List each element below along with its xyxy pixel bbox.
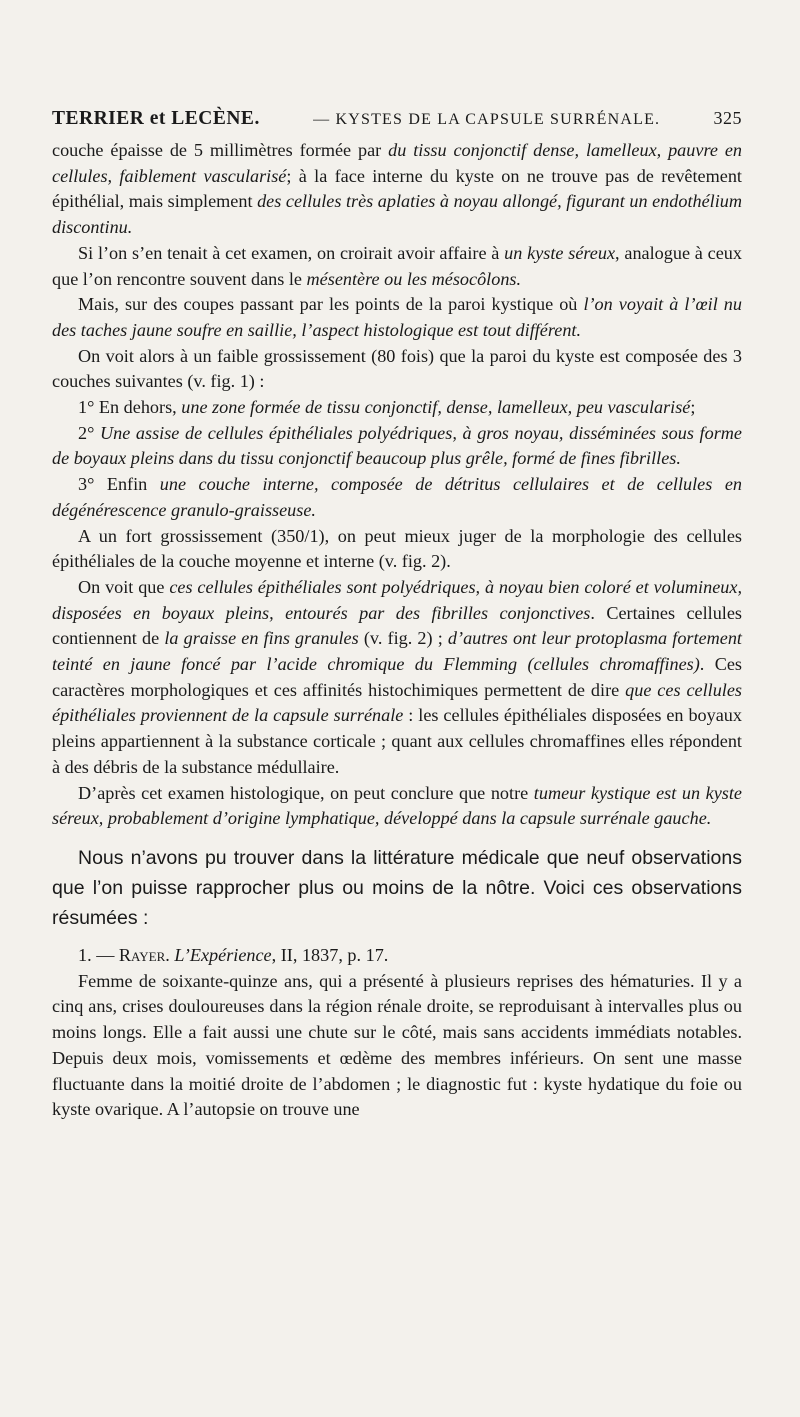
paragraph-2: Si l’on s’en tenait à cet examen, on croirait avoir affaire à un kyste séreux, analogue à ceux que l’on rencontre souvent dans le mésentère ou les mésocôlons. <box>52 242 742 289</box>
list-item-1: 1° En dehors, une zone formée de tissu conjonctif, dense, lamelleux, peu vascularisé; <box>78 397 696 418</box>
paragraph-9: Femme de soixante-quinze ans, qui a présenté à plusieurs reprises des hématuries. Il y a cinq ans, crises douloureuses dans la région rénale droite, se reproduisant à intervalles plus ou moins longs. Elle a fait aussi une chute sur le côté, mais sans accidents immédiats notables. Depuis deux mois, vomissements et œdème des membres inférieurs. On sent une masse fluctuante dans la moitié droite de l’abdomen ; le diagnostic fut : kyste hydatique du foie ou kyste ovarique. A l’autopsie on trouve une <box>52 970 742 1120</box>
paragraph-6: On voit que ces cellules épithéliales sont polyédriques, à noyau bien coloré et volumineux, disposées en boyaux pleins, entourés par des fibrilles conjonctives. Certaines cellules contiennent de la graisse en fins granules (v. fig. 2) ; d’autres ont leur protoplasma fortement teinté en jaune foncé par l’acide chromique du Flemming (cellules chromaffines). Ces caractères morphologiques et ces affinités histochimiques permettent de dire que ces cellules épithéliales proviennent de la capsule surrénale : les cellules épithéliales disposées en boyaux pleins appartiennent à la substance corticale ; quant aux cellules chromaffines elles répondent à des débris de la substance médullaire. <box>52 576 742 777</box>
paragraph-7: D’après cet examen histologique, on peut conclure que notre tumeur kystique est un kyste séreux, probablement d’origine lymphatique, développé dans la capsule surrénale gauche. <box>52 782 742 829</box>
page <box>52 108 742 1123</box>
intro-block <box>52 843 742 933</box>
paragraph-8: Nous n’avons pu trouver dans la littérature médicale que neuf observations que l’on puisse rapprocher plus ou moins de la nôtre. Voici ces observations résumées : <box>52 846 742 929</box>
list-item-3: 3° Enfin une couche interne, composée de détritus cellulaires et de cellules en dégénérescence granulo-graisseuse. <box>52 474 742 520</box>
paragraph-1: couche épaisse de 5 millimètres formée par du tissu conjonctif dense, lamelleux, pauvre en cellules, faiblement vascularisé; à la face interne du kyste on ne trouve pas de revêtement épithélial, mais simplement des cellules très aplaties à noyau allongé, figurant un endothélium discontinu. <box>52 140 743 238</box>
paragraph-4: On voit alors à un faible grossissement (80 fois) que la paroi du kyste est composée des 3 couches suivantes (v. fig. 1) : <box>52 345 742 392</box>
list-item-2: 2° Une assise de cellules épithéliales polyédriques, à gros noyau, disséminées sous forme de boyaux pleins dans du tissu conjonctif beaucoup plus grêle, formé de fines fibrilles. <box>52 422 742 469</box>
header-authors: TERRIER et LECÈNE. <box>52 108 260 129</box>
reference-1: 1. — Rayer. L’Expérience, II, 1837, p. 17. <box>78 944 389 965</box>
running-header <box>52 108 742 130</box>
page-number: 325 <box>713 108 742 128</box>
paragraph-3: Mais, sur des coupes passant par les points de la paroi kystique où l’on voyait à l’œil nu des taches jaune soufre en saillie, l’aspect histologique est tout différent. <box>52 294 742 340</box>
paragraph-5: A un fort grossissement (350/1), on peut mieux juger de la morphologie des cellules épithéliales de la couche moyenne et interne (v. fig. 2). <box>52 525 742 572</box>
header-title: — KYSTES DE LA CAPSULE SURRÉNALE. <box>313 111 661 128</box>
